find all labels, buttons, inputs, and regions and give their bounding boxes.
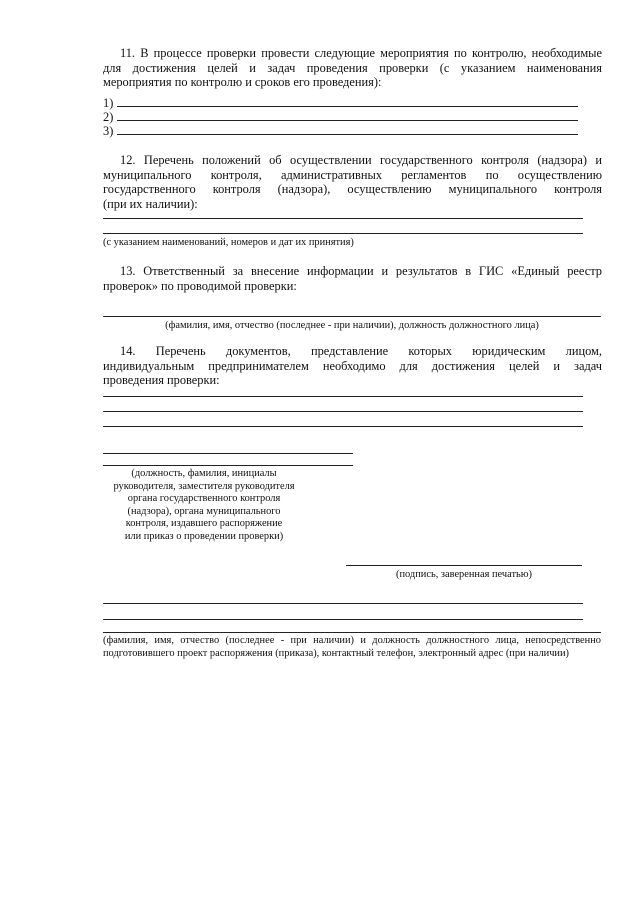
head-caption xyxy=(101,468,307,544)
item-11-text xyxy=(103,46,602,90)
item-11-row-2-label: 2) xyxy=(103,110,114,124)
preparer-caption-line-2: подготовившего проект распоряжения (приказа), контактный телефон, электронный адрес (при наличии) xyxy=(103,647,570,659)
item-13-caption: (фамилия, имя, отчество (последнее - при наличии), должность должностного лица) xyxy=(165,320,539,331)
item-14-line-2-rule xyxy=(103,411,583,412)
preparer-caption xyxy=(103,635,601,660)
item-12-line-2-rule xyxy=(103,233,583,234)
item-14-text xyxy=(103,344,602,388)
head-position-line-2 xyxy=(103,465,353,466)
preparer-line-2 xyxy=(103,619,583,620)
item-13-line-2: проверок» по проводимой проверки: xyxy=(103,278,297,293)
item-13-rule xyxy=(103,316,601,317)
item-14-line-3-rule xyxy=(103,426,583,427)
head-caption-line-4: (надзора), органа муниципального xyxy=(127,505,281,517)
head-caption-line-6: или приказ о проведении проверки) xyxy=(124,530,284,542)
item-11-row-2-line xyxy=(117,120,578,121)
item-12-text xyxy=(103,153,602,211)
item-12-line-1-rule xyxy=(103,218,583,219)
preparer-line-3 xyxy=(103,632,601,633)
head-caption-line-3: органа государственного контроля xyxy=(127,493,281,505)
head-caption-line-1: (должность, фамилия, инициалы xyxy=(131,468,277,479)
item-12-line-1: 12. Перечень положений об осуществлении государственного контроля (надзора) и xyxy=(120,153,602,167)
item-11-row-1-line xyxy=(117,106,578,107)
item-11-line-2: для достижения целей и задач проведения проверки (с указанием наименования xyxy=(103,60,602,75)
item-11-row-1-label: 1) xyxy=(103,96,114,110)
preparer-caption-line-1: (фамилия, имя, отчество (последнее - при наличии) и должность должностного лица, непосредственно xyxy=(103,635,601,646)
signature-line xyxy=(346,565,582,566)
item-11-line-1: 11. В процессе проверки провести следующие мероприятия по контролю, необходимые xyxy=(120,46,602,60)
item-11-row-3-label: 3) xyxy=(103,124,114,138)
item-14-line-3: проведения проверки: xyxy=(103,373,220,388)
signature-caption: (подпись, заверенная печатью) xyxy=(396,569,532,580)
item-13-line-1: 13. Ответственный за внесение информации и результатов в ГИС «Единый реестр xyxy=(120,264,602,278)
item-12-line-2: муниципального контроля, административных регламентов по осуществлению xyxy=(103,167,602,182)
item-12-line-3: государственного контроля (надзора), осуществлению муниципального контроля xyxy=(103,182,602,197)
item-14-line-1-rule xyxy=(103,396,583,397)
head-caption-line-5: контроля, издавшего распоряжение xyxy=(125,518,283,530)
item-13-text xyxy=(103,264,602,293)
preparer-line-1 xyxy=(103,603,583,604)
item-12-caption: (с указанием наименований, номеров и дат их принятия) xyxy=(103,237,354,248)
head-caption-line-2: руководителя, заместителя руководителя xyxy=(113,480,295,492)
item-12-line-4: (при их наличии): xyxy=(103,196,198,211)
item-11-line-3: мероприятия по контролю и сроков его проведения): xyxy=(103,75,382,90)
item-11-row-3-line xyxy=(117,134,578,135)
item-14-line-2: индивидуальным предпринимателем необходимо для достижения целей и задач xyxy=(103,358,602,373)
head-position-line-1 xyxy=(103,453,353,454)
item-14-line-1: 14. Перечень документов, представление которых юридическим лицом, xyxy=(120,344,602,358)
